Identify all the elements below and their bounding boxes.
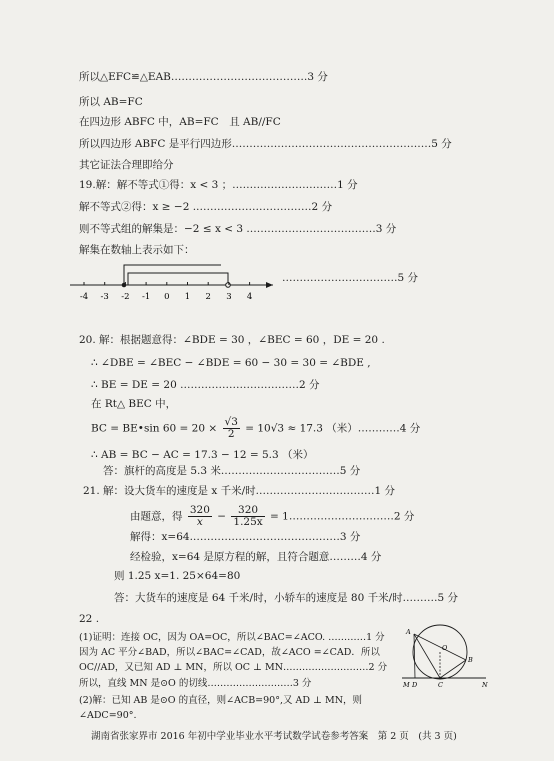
q21-line-4: 经检验，x=64 是原方程的解，且符合题意………4 分 bbox=[130, 551, 382, 563]
number-line-tick-label: -1 bbox=[141, 292, 151, 302]
number-line-tick-label: 4 bbox=[246, 292, 253, 302]
number-line-diagram bbox=[68, 258, 278, 308]
text-line-4: 所以四边形 ABFC 是平行四边形…………………………………………………5 分 bbox=[79, 138, 452, 150]
page-footer: 湖南省张家界市 2016 年初中学业毕业水平考试数学试卷参考答案 第 2 页 (共 3 页) bbox=[91, 731, 457, 742]
label-b: B bbox=[468, 656, 473, 664]
q22-line-3: 因为 AC 平分∠BAD，所以∠BAC=∠CAD，故∠ACO =∠CAD．所以 bbox=[79, 647, 380, 658]
q20-line-4: 在 Rt△ BEC 中， bbox=[91, 398, 177, 410]
q19-line-1: 19.解：解不等式①得：x < 3 ；…………………………1 分 bbox=[79, 179, 358, 191]
q19-line-2: 解不等式②得：x ≥ −2 .……………………………2 分 bbox=[79, 201, 333, 213]
q19-line-4: 解集在数轴上表示如下： bbox=[79, 244, 195, 256]
q21-fraction-1-den: x bbox=[196, 516, 203, 528]
q20-line-5 bbox=[91, 417, 420, 440]
q19-line-5: ……………………………5 分 bbox=[282, 272, 419, 284]
q21-fraction-2-den: 1.25x bbox=[233, 516, 263, 528]
number-line-tick-label: 0 bbox=[164, 292, 170, 302]
q20-eq-end: = 10√3 ≈ 17.3 （米）…………4 分 bbox=[245, 422, 421, 435]
text-line-3: 在四边形 ABFC 中，AB=FC 且 AB//FC bbox=[79, 116, 281, 128]
bracket-left-closed bbox=[124, 265, 221, 285]
q22-line-7: ∠ADC=90°. bbox=[79, 710, 137, 721]
open-point-3 bbox=[226, 283, 231, 288]
q21-minus: − bbox=[217, 510, 227, 523]
q20-fraction bbox=[223, 417, 240, 440]
text-line-5: 其它证法合理即给分 bbox=[79, 159, 174, 171]
q22-line-6: (2)解：已知 AB 是⊙O 的直径，则∠ACB=90°,又 AD ⊥ MN，则 bbox=[79, 695, 363, 706]
number-line-tick-label: -2 bbox=[121, 292, 130, 302]
label-a: A bbox=[406, 628, 411, 636]
text-line-2: 所以 AB=FC bbox=[79, 96, 143, 108]
q22-line-4: OC//AD，又已知 AD ⊥ MN，所以 OC ⊥ MN………………………2 分 bbox=[79, 662, 388, 673]
number-line-tick-label: 2 bbox=[205, 292, 211, 302]
number-line-arrow bbox=[266, 282, 273, 288]
q21-line-2 bbox=[130, 505, 414, 528]
q21-eq-end: = 1…………………………2 分 bbox=[270, 510, 415, 523]
label-c: C bbox=[438, 681, 443, 689]
q21-fraction-2-num: 320 bbox=[231, 505, 264, 517]
q20-line-1: 20. 解：根据题意得：∠BDE = 30 ，∠BEC = 60 ，DE = 20 . bbox=[79, 334, 385, 346]
q22-line-1: 22 . bbox=[79, 613, 100, 625]
label-d: D bbox=[412, 681, 418, 689]
q21-line-1: 21. 解：设大货车的速度是 x 千米/时.……………………………1 分 bbox=[83, 485, 396, 497]
q20-fraction-num: √3 bbox=[224, 416, 238, 428]
label-m: M bbox=[403, 681, 410, 689]
label-o: O bbox=[442, 644, 448, 652]
bracket-right-open bbox=[128, 273, 228, 285]
number-line-tick-label: 3 bbox=[226, 292, 232, 302]
q20-line-7: 答：旗杆的高度是 5.3 米.……………………………5 分 bbox=[103, 465, 361, 477]
number-line-tick-label: -3 bbox=[100, 292, 109, 302]
q20-line-2: ∴ ∠DBE = ∠BEC − ∠BDE = 60 − 30 = 30 = ∠BDE , bbox=[91, 357, 371, 369]
q21-line-6: 答：大货车的速度是 64 千米/时，小轿车的速度是 80 千米/时.………5 分 bbox=[114, 592, 459, 604]
q21-fraction-1-num: 320 bbox=[189, 504, 210, 516]
q21-line-5: 则 1.25 x=1. 25×64=80 bbox=[114, 570, 241, 582]
q21-fraction-2 bbox=[231, 505, 264, 528]
label-n: N bbox=[482, 681, 488, 689]
circle-tangent-figure bbox=[400, 612, 490, 690]
q20-line-6: ∴ AB = BC − AC = 17.3 − 12 = 5.3 （米） bbox=[91, 449, 314, 461]
q21-line-3: 解得：x=64.……………………………………3 分 bbox=[130, 531, 361, 543]
q20-eq-start: BC = BE•sin 60 = 20 × bbox=[91, 422, 218, 435]
q20-fraction-den: 2 bbox=[227, 428, 235, 440]
q19-line-3: 则不等式组的解集是：−2 ≤ x < 3 .………………………………3 分 bbox=[79, 223, 397, 235]
q20-line-3: ∴ BE = DE = 20 .……………………………2 分 bbox=[91, 379, 320, 391]
q21-fraction-1 bbox=[188, 505, 212, 528]
q22-line-2: (1)证明：连接 OC，因为 OA=OC，所以∠BAC=∠ACO. …………1 分 bbox=[79, 632, 385, 643]
q21-eq-start: 由题意，得 bbox=[130, 510, 183, 523]
number-line-tick-label: 1 bbox=[184, 292, 191, 302]
q22-line-5: 所以，直线 MN 是⊙O 的切线………………………3 分 bbox=[79, 678, 312, 689]
segment-ad bbox=[414, 634, 415, 678]
number-line-tick-label: -4 bbox=[79, 292, 89, 302]
text-line-1: 所以△EFC≌△EAB…………………………………3 分 bbox=[79, 71, 328, 83]
